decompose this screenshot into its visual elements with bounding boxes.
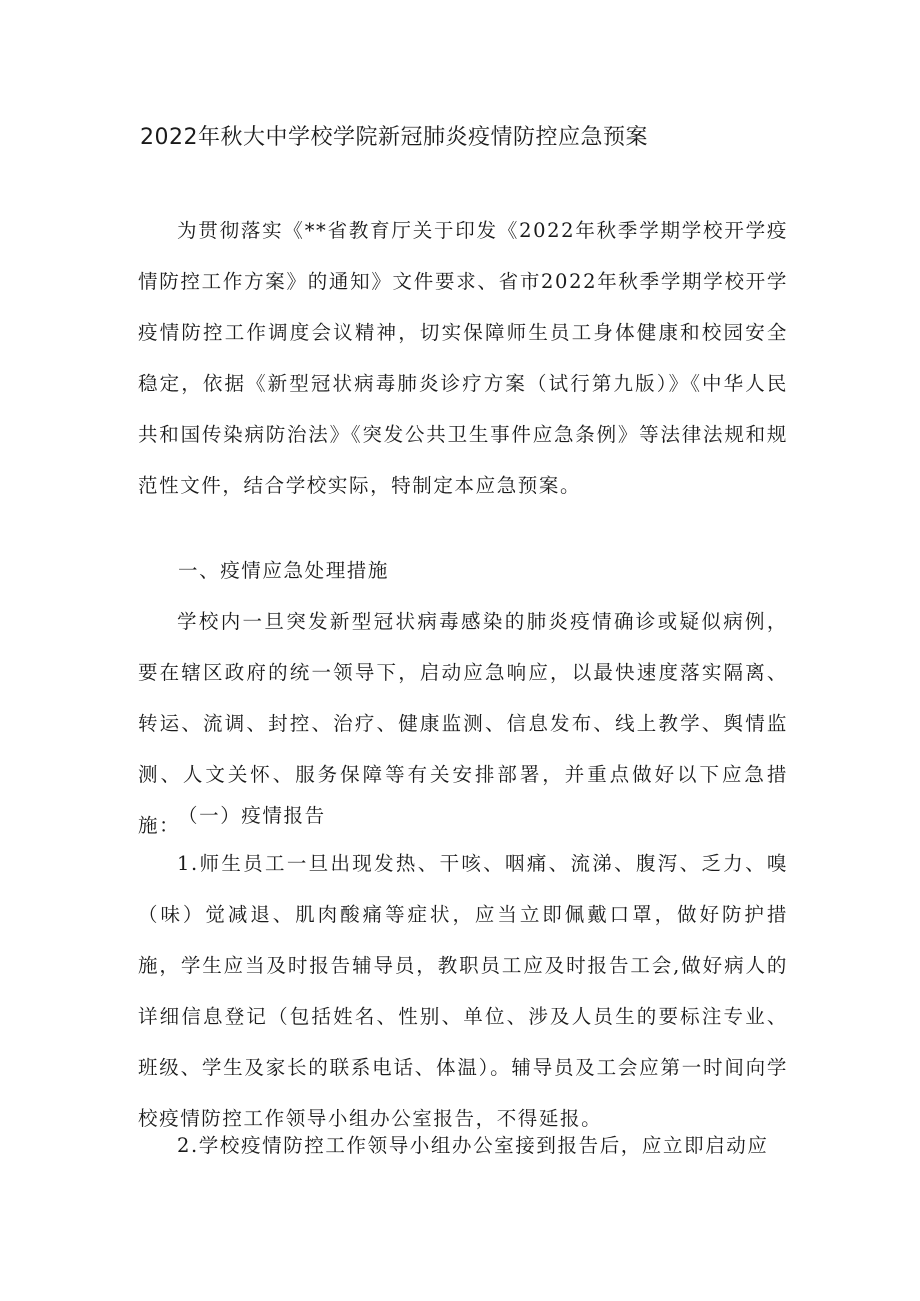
section-paragraph: 学校内一旦突发新型冠状病毒感染的肺炎疫情确诊或疑似病例，要在辖区政府的统一领导下，启动应急响应，以最快速度落实隔离、转运、流调、封控、治疗、健康监测、信息发布、线上教学、舆情监测、人文关怀、服务保障等有关安排部署，并重点做好以下应急措施： xyxy=(138,610,788,837)
document-title: 2022年秋大中学校学院新冠肺炎疫情防控应急预案 xyxy=(140,125,648,150)
intro-paragraph: 为贯彻落实《**省教育厅关于印发《2022年秋季学期学校开学疫情防控工作方案》的通知》文件要求、省市2022年秋季学期学校开学疫情防控工作调度会议精神，切实保障师生员工身体健康和校园安全稳定，依据《新型冠状病毒肺炎诊疗方案（试行第九版）》《中华人民共和国传染病防治法》《突发公共卫生事件应急条例》等法律法规和规范性文件，结合学校实际，特制定本应急预案。 xyxy=(138,219,788,497)
section-heading: 一、疫情应急处理措施 xyxy=(178,559,390,582)
subsection-heading: （一）疫情报告 xyxy=(178,804,326,827)
numbered-item-1: 1.师生员工一旦出现发热、干咳、咽痛、流涕、腹泻、乏力、嗅（味）觉减退、肌肉酸痛等症状，应当立即佩戴口罩，做好防护措施，学生应当及时报告辅导员，教职员工应及时报告工会,做好病人的详细信息登记（包括姓名、性别、单位、涉及人员生的要标注专业、班级、学生及家长的联系电话、体温）。辅导员及工会应第一时间向学校疫情防控工作领导小组办公室报告，不得延报。 xyxy=(138,852,788,1130)
numbered-item-2: 2.学校疫情防控工作领导小组办公室接到报告后，应立即启动应 xyxy=(177,1134,769,1157)
